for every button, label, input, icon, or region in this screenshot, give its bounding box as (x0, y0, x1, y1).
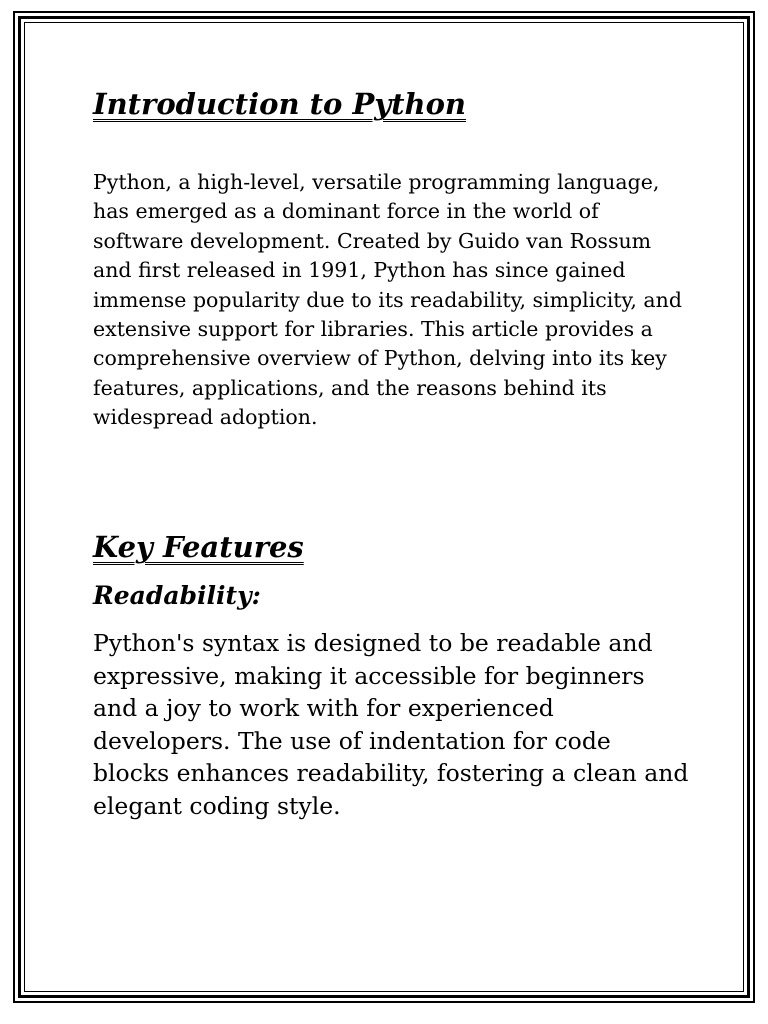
key-features-heading: Key Features (93, 530, 304, 564)
intro-paragraph: Python, a high-level, versatile programming language, has emerged as a dominant force in the world of software development. Created by Guido van Rossum and first released in 1991, Python has since gained immense popularity due to its readability, simplicity, and extensive support for libraries. This article provides a comprehensive overview of Python, delving into its key features, applications, and the reasons behind its widespread adoption. (93, 170, 682, 430)
intro-heading: Introduction to Python (93, 87, 467, 121)
readability-paragraph: Python's syntax is designed to be readable and expressive, making it accessible for beginners and a joy to work with for experienced developers. The use of indentation for code blocks enhances readability, fostering a clean and elegant coding style. (93, 629, 689, 820)
readability-subheading: Readability: (93, 581, 261, 610)
